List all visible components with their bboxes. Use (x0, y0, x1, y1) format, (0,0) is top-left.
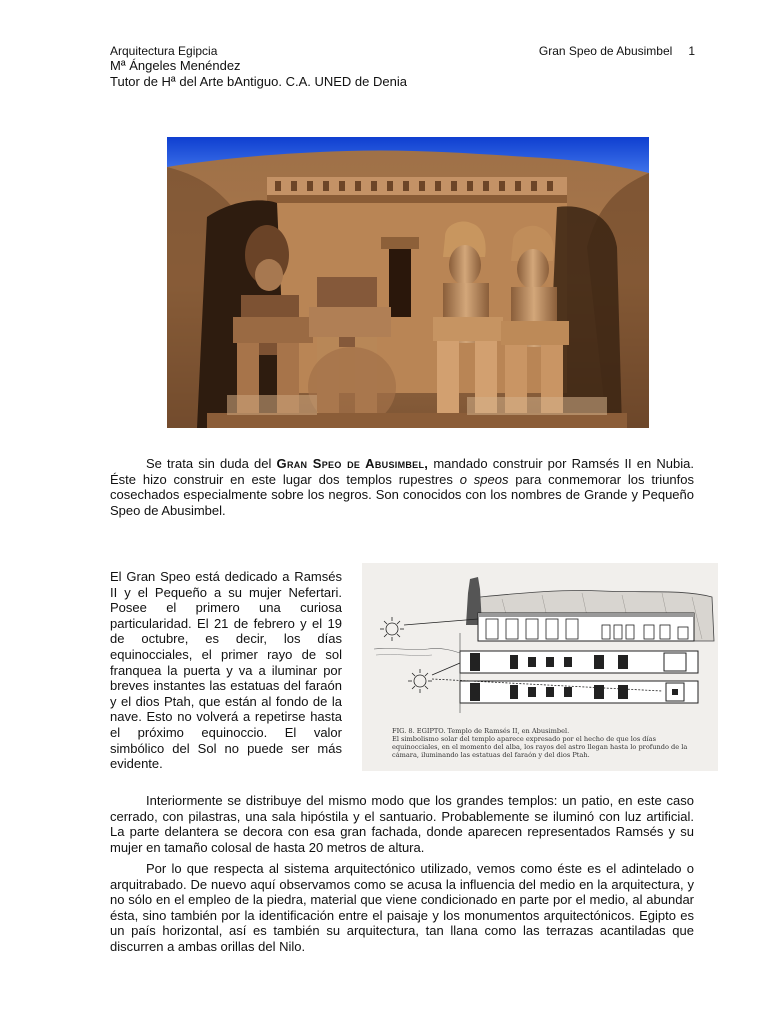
header-right-group (539, 44, 695, 58)
interior-paragraph (110, 793, 694, 855)
document-header (110, 44, 695, 90)
dedication-paragraph (110, 569, 342, 772)
figure-caption-text: El simbolismo solar del templo aparece expresado por el hecho de que los días equinocciales, en el momento del alba, los rayos del astro llegan hasta lo profundo de la cámara, iluminando las estatuas del faraón y del dios Ptah. (392, 735, 688, 759)
header-tutor: Tutor de Hª del Arte bAntiguo. C.A. UNED de Denia (110, 74, 407, 89)
system-paragraph (110, 861, 694, 954)
header-topic: Gran Speo de Abusimbel (538, 44, 673, 58)
intro-paragraph (110, 456, 694, 518)
figure-caption (392, 727, 692, 759)
sun-icon-upper (380, 617, 478, 641)
figure-caption-title: FIG. 8. EGIPTO. Templo de Ramsés II, en Abusimbel. (392, 727, 570, 735)
intro-before: Se trata sin duda del (146, 456, 277, 471)
temple-photo (167, 137, 649, 428)
page-number: 1 (688, 44, 695, 58)
abu-simbel-facade-image (167, 137, 649, 428)
intro-italic: o speos (459, 471, 509, 487)
header-subject: Arquitectura Egipcia (110, 44, 218, 58)
intro-highlight: Gran Speo de Abusimbel, (276, 456, 429, 471)
temple-section-figure (362, 563, 718, 771)
intro-middle: mandado construir por Ramsés II en Nubia. Éste hizo construir en este lugar dos templos rupestres (110, 456, 694, 487)
header-author: Mª Ángeles Menéndez (110, 58, 241, 73)
intro-after: para conmemorar los triunfos cosechados especialmente sobre los negros. Son conocidos con los nombres de Grande y Pequeño Speo de Abusimbel. (110, 471, 694, 518)
system-text: Por lo que respecta al sistema arquitectónico utilizado, vemos como éste es el adintelado o arquitrabado. De nuevo aquí observamos como se acusa la influencia del medio en la arquitectura, y no sólo en el empleo de la piedra, material que viene condicionado en parte por el medio, al abundar ésta, sino también por la identificación entre el paisaje y los monumentos arquitectónicos. Egipto es un país horizontal, así es también su arquitectura, tan llana como las terrazas acantiladas que discurren a ambas orillas del Nilo. (110, 861, 694, 954)
interior-text: Interiormente se distribuye del mismo modo que los grandes templos: un patio, en este caso cerrado, con pilastras, una sala hipóstila y el santuario. Probablemente se iluminó con luz artificial. La parte delantera se decora con esa gran fachada, donde aparecen representados Ramsés y su mujer en tamaño colosal de hasta 20 metros de altura. (110, 793, 694, 855)
dedication-text: El Gran Speo está dedicado a Ramsés II y el Pequeño a su mujer Nefertari. Posee el primero una curiosa particularidad. El 21 de febrero y el 19 de octubre, es decir, los días equinocciales, el primer rayo de sol franquea la puerta y va a iluminar por breves instantes las estatuas del faraón y el dios Ptah, que están al fondo de la nave. Esto no volverá a repetirse hasta el próximo equinoccio. El valor simbólico del Sol no puede ser más evidente. (110, 569, 342, 772)
header-top-row (110, 44, 695, 58)
